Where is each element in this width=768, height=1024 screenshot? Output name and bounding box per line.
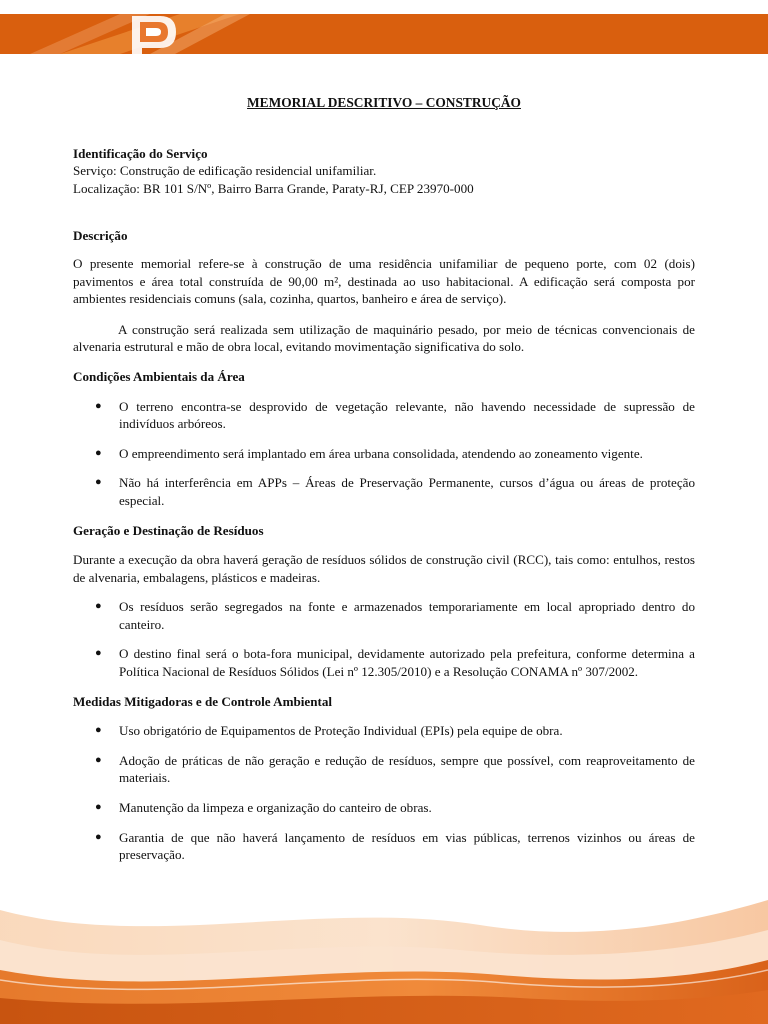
bullet-icon: ● — [95, 476, 102, 489]
section-heading-condicoes: Condições Ambientais da Área — [73, 368, 245, 384]
localizacao-line: Localização: BR 101 S/Nº, Bairro Barra Grande, Paraty-RJ, CEP 23970-000 — [73, 180, 474, 196]
section-heading-identificacao: Identificação do Serviço — [73, 145, 208, 161]
list-item: ● Adoção de práticas de não geração e redução de resíduos, sempre que possível, com reaproveitamento de materiais. — [95, 752, 695, 786]
document-title: MEMORIAL DESCRITIVO – CONSTRUÇÃO — [247, 95, 521, 110]
descricao-paragraph-1: O presente memorial refere-se à construção de uma residência unifamiliar de pequeno porte, com 02 (dois) pavimentos e área total construída de 90,00 m², destinada ao uso habitacional. A edificação será composta por ambientes residenciais comuns (sala, cozinha, quartos, banheiro e área de serviço). — [73, 255, 695, 307]
header-band — [0, 0, 768, 60]
bullet-icon: ● — [95, 830, 102, 843]
residuos-list — [73, 598, 695, 680]
descricao-paragraph-2: A construção será realizada sem utilização de maquinário pesado, por meio de técnicas convencionais de alvenaria estrutural e mão de obra local, evitando movimentação significativa do solo. — [73, 321, 695, 355]
list-item: ● O destino final será o bota-fora municipal, devidamente autorizado pela prefeitura, conforme determina a Política Nacional de Resíduos Sólidos (Lei nº 12.305/2010) e a Resolução CONAMA nº 307/2002. — [95, 646, 695, 680]
list-item: ● Os resíduos serão segregados na fonte e armazenados temporariamente em local apropriado dentro do canteiro. — [95, 599, 695, 632]
servico-line: Serviço: Construção de edificação residencial unifamiliar. — [73, 163, 377, 179]
section-heading-descricao: Descrição — [73, 228, 128, 244]
section-heading-residuos: Geração e Destinação de Resíduos — [73, 522, 264, 538]
footer-wave-band — [0, 880, 768, 1024]
condicoes-list — [73, 398, 695, 510]
list-item: ● Não há interferência em APPs – Áreas de Preservação Permanente, cursos d’água ou áreas de proteção especial. — [95, 475, 695, 508]
document-body — [73, 94, 695, 864]
list-item: ● Garantia de que não haverá lançamento de resíduos em vias públicas, terrenos vizinhos ou áreas de preservação. — [95, 829, 695, 863]
bullet-icon: ● — [95, 801, 102, 814]
list-item: ● O empreendimento será implantado em área urbana consolidada, atendendo ao zoneamento vigente. — [95, 445, 643, 461]
bullet-icon: ● — [95, 446, 102, 459]
residuos-intro: Durante a execução da obra haverá geração de resíduos sólidos de construção civil (RCC), tais como: entulhos, restos de alvenaria, embalagens, plásticos e madeiras. — [73, 552, 695, 585]
bullet-icon: ● — [95, 399, 102, 412]
section-heading-medidas: Medidas Mitigadoras e de Controle Ambiental — [73, 693, 333, 709]
list-item: ● Uso obrigatório de Equipamentos de Proteção Individual (EPIs) pela equipe de obra. — [95, 723, 563, 739]
bullet-icon: ● — [95, 647, 102, 660]
list-item: ● Manutenção da limpeza e organização do canteiro de obras. — [95, 800, 432, 816]
bullet-icon: ● — [95, 753, 102, 766]
list-item: ● O terreno encontra-se desprovido de vegetação relevante, não havendo necessidade de supressão de indivíduos arbóreos. — [95, 398, 695, 432]
bullet-icon: ● — [95, 724, 102, 737]
bullet-icon: ● — [95, 600, 102, 613]
medidas-list — [73, 722, 695, 864]
